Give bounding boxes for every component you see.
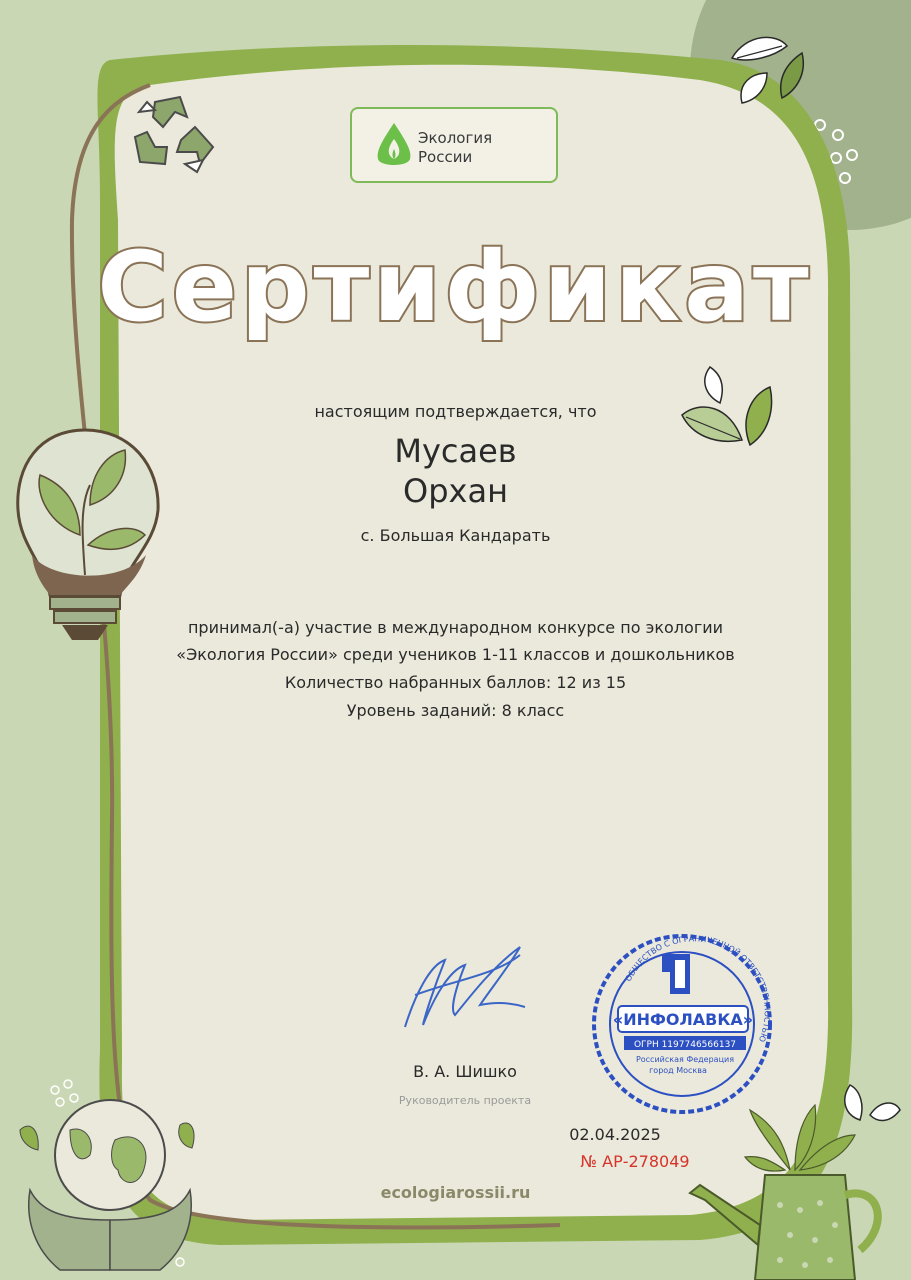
signatory-name: В. А. Шишко: [413, 1062, 517, 1081]
issue-date: 02.04.2025: [569, 1125, 661, 1144]
recipient-first-name: Орхан: [403, 472, 508, 510]
logo-text: Экология России: [418, 129, 493, 166]
certificate-number: № АР-278049: [580, 1152, 690, 1171]
recycle-icon: [125, 92, 220, 177]
certificate-title: [0, 222, 911, 342]
drop-leaf-icon: [374, 121, 414, 169]
intro-text: настоящим подтверждается, что: [314, 402, 597, 421]
score-line: Количество набранных баллов: 12 из 15: [284, 673, 627, 692]
organization-logo: [350, 107, 558, 183]
stamp-country: Российская Федерация: [635, 1055, 735, 1064]
stamp-city: город Москва: [649, 1066, 707, 1075]
signature-image: [395, 935, 535, 1035]
participation-line-2: «Экология России» среди учеников 1-11 классов и дошкольников: [176, 645, 735, 664]
signatory-role: Руководитель проекта: [398, 1094, 532, 1107]
svg-text:Сертификат: Сертификат: [97, 231, 813, 342]
recipient-last-name: Мусаев: [394, 432, 517, 470]
stamp-ogrn: ОГРН 1197746566137: [633, 1040, 737, 1050]
leaves-top-icon: [722, 28, 812, 108]
stamp-ring-text: ОБЩЕСТВО С ОГРАНИЧЕННОЙ ОТВЕТСТВЕННОСТЬЮ: [623, 934, 772, 1044]
participation-line-1: принимал(-а) участие в международном конкурсе по экологии: [187, 618, 724, 637]
stamp-org: «ИНФОЛАВКА»: [612, 1010, 754, 1029]
level-line: Уровень заданий: 8 класс: [346, 701, 565, 720]
website-link[interactable]: ecologiarossii.ru: [380, 1183, 531, 1202]
globe-hands-icon: [0, 1070, 200, 1280]
recipient-location: с. Большая Кандарать: [360, 526, 551, 545]
watering-can-icon: [680, 1075, 911, 1280]
